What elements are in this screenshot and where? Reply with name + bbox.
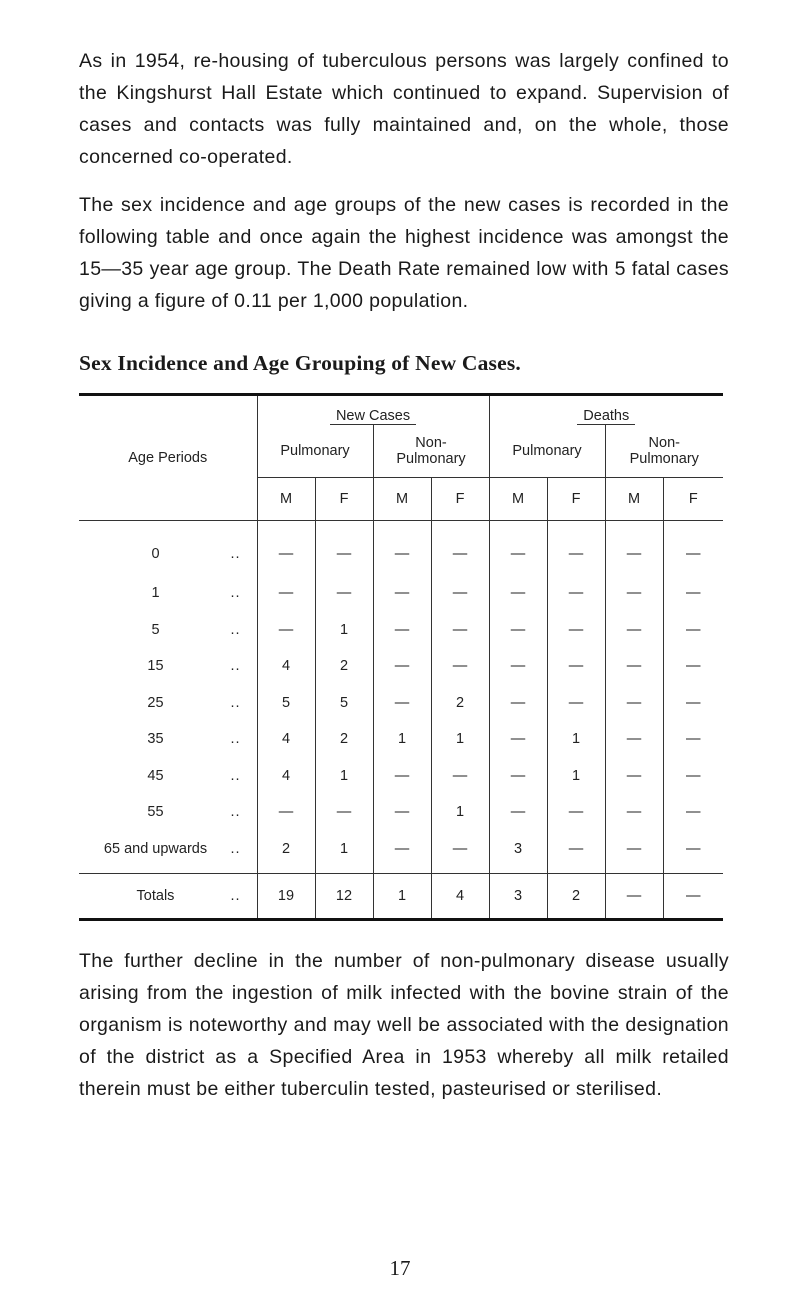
cell: —	[431, 575, 489, 612]
cell: 4	[257, 721, 315, 758]
total-cell: 4	[431, 874, 489, 920]
cell: 1	[315, 758, 373, 795]
cell: —	[489, 612, 547, 649]
cell: 1	[315, 831, 373, 874]
table-row: 55 .. — — — 1 — — — —	[79, 794, 723, 831]
sex-header: M	[489, 478, 547, 521]
cell: —	[605, 648, 663, 685]
cell: 2	[431, 685, 489, 722]
table-row: 45 .. 4 1 — — — 1 — —	[79, 758, 723, 795]
table-row: 65 and upwards .. 2 1 — — 3 — — —	[79, 831, 723, 874]
age-label: 5	[151, 621, 160, 638]
cell: —	[663, 831, 723, 874]
cell: —	[373, 685, 431, 722]
new-cases-header: New Cases	[330, 408, 416, 425]
cell: 2	[257, 831, 315, 874]
incidence-table	[79, 393, 723, 921]
cell: 1	[373, 721, 431, 758]
cell: —	[315, 575, 373, 612]
cell: —	[663, 721, 723, 758]
cell: —	[373, 575, 431, 612]
cell: —	[663, 648, 723, 685]
age-label: 35	[147, 731, 164, 748]
cell: —	[489, 521, 547, 576]
sex-header: F	[431, 478, 489, 521]
total-cell: 2	[547, 874, 605, 920]
table-row: 0 .. — — — — — — — —	[79, 521, 723, 576]
age-periods-header: Age Periods	[79, 395, 257, 521]
cell: —	[489, 685, 547, 722]
cell: —	[547, 575, 605, 612]
table-row: 35 .. 4 2 1 1 — 1 — —	[79, 721, 723, 758]
total-cell: 19	[257, 874, 315, 920]
cell: —	[315, 794, 373, 831]
page-number: 17	[389, 1256, 411, 1280]
cell: 3	[489, 831, 547, 874]
new-non-pulmonary-header: Non- Pulmonary	[373, 425, 489, 478]
totals-label: Totals	[136, 888, 175, 904]
table-row: 1 .. — — — — — — — —	[79, 575, 723, 612]
cell: —	[605, 685, 663, 722]
total-cell: —	[605, 874, 663, 920]
cell: —	[373, 648, 431, 685]
cell: —	[431, 758, 489, 795]
cell: —	[257, 575, 315, 612]
cell: —	[373, 521, 431, 576]
cell: —	[547, 521, 605, 576]
total-cell: —	[663, 874, 723, 920]
cell: 4	[257, 758, 315, 795]
cell: —	[257, 794, 315, 831]
deaths-non-pulmonary-header: Non- Pulmonary	[605, 425, 723, 478]
incidence-paragraph: The sex incidence and age groups of the new cases is recorded in the following table and once again the highest incidence was amongst the 15—35 year age group. The Death Rate remained low with 5 fatal cases giving a figure of 0.11 per 1,000 population.	[79, 194, 729, 312]
total-cell: 3	[489, 874, 547, 920]
cell: —	[605, 721, 663, 758]
cell: 1	[547, 721, 605, 758]
cell: —	[431, 648, 489, 685]
cell: —	[605, 575, 663, 612]
cell: —	[315, 521, 373, 576]
cell: —	[489, 648, 547, 685]
cell: —	[257, 612, 315, 649]
table-row: 25 .. 5 5 — 2 — — — —	[79, 685, 723, 722]
cell: —	[257, 521, 315, 576]
cell: —	[605, 521, 663, 576]
cell: —	[547, 831, 605, 874]
cell: —	[489, 794, 547, 831]
table-row: 15 .. 4 2 — — — — — —	[79, 648, 723, 685]
cell: —	[663, 521, 723, 576]
cell: 1	[547, 758, 605, 795]
age-label: 0	[151, 546, 160, 562]
cell: —	[605, 612, 663, 649]
sex-header: F	[315, 478, 373, 521]
new-pulmonary-header: Pulmonary	[257, 425, 373, 478]
age-label: 1	[151, 585, 160, 602]
cell: 2	[315, 648, 373, 685]
closing-paragraph: The further decline in the number of non-pulmonary disease usually arising from the ingestion of milk infected with the bovine strain of the organism is noteworthy and may well be associated with the designation of the district as a Specified Area in 1953 whereby all milk retailed therein must be either tuberculin tested, pasteurised or sterilised.	[79, 950, 729, 1100]
cell: —	[547, 794, 605, 831]
total-cell: 12	[315, 874, 373, 920]
cell: —	[663, 685, 723, 722]
cell: —	[547, 612, 605, 649]
sex-header: M	[257, 478, 315, 521]
cell: —	[605, 794, 663, 831]
cell: 1	[431, 794, 489, 831]
cell: —	[431, 521, 489, 576]
sex-header: M	[605, 478, 663, 521]
age-label: 45	[147, 767, 164, 784]
age-label: 15	[147, 658, 164, 675]
age-label: 65 and upwards	[103, 840, 208, 857]
totals-row: Totals .. 19 12 1 4 3 2 — —	[79, 874, 723, 920]
cell: —	[663, 575, 723, 612]
sex-header: F	[663, 478, 723, 521]
cell: —	[431, 831, 489, 874]
cell: —	[663, 758, 723, 795]
deaths-pulmonary-header: Pulmonary	[489, 425, 605, 478]
cell: 5	[315, 685, 373, 722]
intro-paragraph: As in 1954, re-housing of tuberculous persons was largely confined to the Kingshurst Hall Estate which continued to expand. Supervision of cases and contacts was fully maintained and, on the whole, those concerned co-operated.	[79, 50, 729, 168]
cell: —	[663, 612, 723, 649]
cell: —	[373, 758, 431, 795]
total-cell: 1	[373, 874, 431, 920]
cell: —	[489, 721, 547, 758]
deaths-header: Deaths	[577, 408, 635, 425]
cell: 1	[431, 721, 489, 758]
cell: —	[373, 612, 431, 649]
age-label: 25	[147, 694, 164, 711]
cell: —	[605, 758, 663, 795]
table-row: 5 .. — 1 — — — — — —	[79, 612, 723, 649]
cell: —	[373, 794, 431, 831]
cell: 4	[257, 648, 315, 685]
cell: 5	[257, 685, 315, 722]
sex-header: M	[373, 478, 431, 521]
cell: —	[489, 758, 547, 795]
cell: —	[547, 648, 605, 685]
cell: —	[547, 685, 605, 722]
cell: —	[431, 612, 489, 649]
cell: —	[605, 831, 663, 874]
cell: —	[663, 794, 723, 831]
cell: 2	[315, 721, 373, 758]
table-title: Sex Incidence and Age Grouping of New Cases.	[79, 351, 522, 375]
cell: 1	[315, 612, 373, 649]
age-label: 55	[147, 804, 164, 821]
cell: —	[489, 575, 547, 612]
cell: —	[373, 831, 431, 874]
sex-header: F	[547, 478, 605, 521]
